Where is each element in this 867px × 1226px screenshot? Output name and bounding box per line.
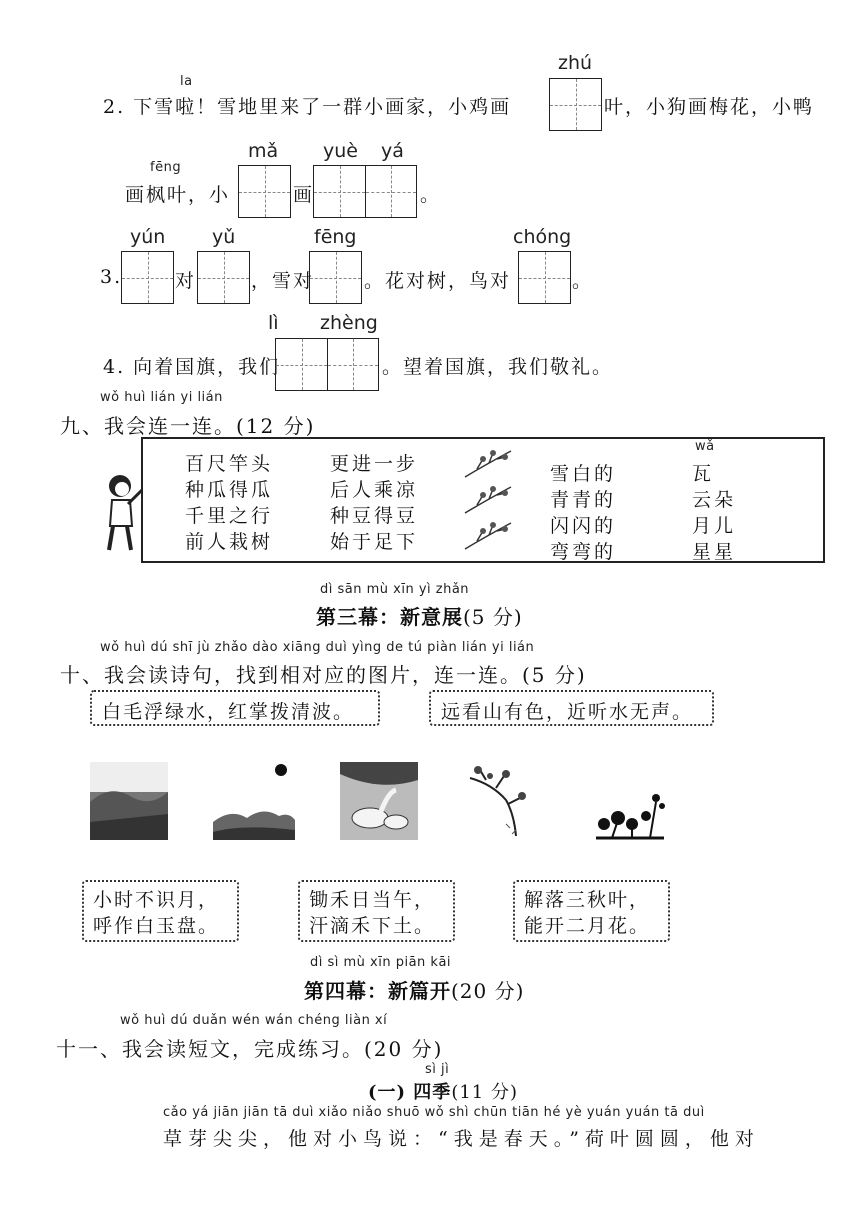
pinyin-zhu: zhú [558, 52, 593, 74]
q2-text-start: 2. 下雪啦！雪地里来了一群小画家，小鸡画 [103, 96, 512, 118]
idiom-right-column [330, 451, 418, 555]
writing-grid-chong[interactable] [518, 251, 571, 304]
q3-t1: 对 [175, 270, 197, 292]
s11-title: 十一、我会读短文，完成练习。(20 分) [56, 1037, 444, 1061]
pinyin-chong: chóng [513, 226, 572, 248]
idiom-right-4[interactable]: 始于足下 [330, 531, 419, 553]
poem-box-goose[interactable]: 白毛浮绿水，红掌拨清波。 [90, 690, 380, 726]
s11-subtitle: (一) 四季(11 分) [368, 1082, 518, 1103]
branch-icon [461, 447, 515, 555]
idiom-right-2[interactable]: 后人乘凉 [330, 479, 419, 501]
poem-box-wind[interactable]: 解落三秋叶， 能开二月花。 [513, 880, 670, 942]
writing-grid-zhu[interactable] [549, 78, 602, 131]
noun-1[interactable]: 瓦 [692, 463, 715, 485]
writing-grid-ma[interactable] [238, 165, 291, 218]
idiom-left-2[interactable]: 种瓜得瓜 [185, 479, 274, 501]
act4-title: 第四幕：新篇开(20 分) [304, 979, 525, 1003]
s9-pinyin: wǒ huì lián yi lián [100, 390, 223, 405]
q4-t1: 4. 向着国旗，我们 [103, 356, 281, 378]
writing-grid-feng[interactable] [309, 251, 362, 304]
pinyin-yu: yǔ [212, 226, 236, 248]
flowers-photo[interactable] [592, 790, 668, 840]
goose-photo[interactable] [340, 762, 418, 840]
writing-grid-yueya[interactable] [313, 165, 417, 218]
s11-pinyin: wǒ huì dú duǎn wén wán chéng liàn xí [120, 1013, 388, 1028]
idiom-left-column [185, 451, 273, 555]
adjective-2[interactable]: 青青的 [550, 489, 617, 511]
q2-text-mid: 叶，小狗画梅花，小鸭 [604, 96, 815, 118]
noun-3[interactable]: 月儿 [692, 515, 737, 537]
idiom-right-1[interactable]: 更进一步 [330, 453, 419, 475]
adjective-1[interactable]: 雪白的 [550, 463, 617, 485]
poem-box-painting[interactable]: 远看山有色，近听水无声。 [429, 690, 714, 726]
pinyin-feng3: fēng [314, 226, 357, 248]
adjective-4[interactable]: 弯弯的 [550, 541, 617, 563]
idiom-left-1[interactable]: 百尺竿头 [185, 453, 274, 475]
passage-pinyin: cǎo yá jiān jiān tā duì xiǎo niǎo shuō wǒ shì chūn tiān hé yè yuán yuán tā duì [163, 1105, 705, 1120]
pinyin-yue: yuè [323, 140, 358, 162]
pinyin-zheng: zhèng [320, 312, 378, 334]
idiom-right-3[interactable]: 种豆得豆 [330, 505, 419, 527]
adjective-column [550, 461, 616, 565]
s10-pinyin: wǒ huì dú shī jù zhǎo dào xiāng duì yìng de tú piàn lián yi lián [100, 640, 535, 655]
q4-t2: 。望着国旗，我们敬礼。 [382, 356, 614, 378]
q2-line2-end: 。 [420, 184, 442, 206]
landscape-photo[interactable] [90, 762, 168, 840]
q2-line2-b: 画 [293, 184, 315, 206]
pinyin-ma: mǎ [248, 140, 279, 162]
q3-num: 3. [100, 266, 123, 288]
act4-pinyin: dì sì mù xīn piān kāi [310, 955, 452, 970]
act3-pinyin: dì sān mù xīn yì zhǎn [320, 582, 470, 597]
q2-line2-a: 画枫叶，小 [125, 184, 231, 206]
act3-title: 第三幕：新意展(5 分) [316, 605, 523, 629]
mountain-sun-photo[interactable] [213, 762, 295, 840]
q3-t4: 。 [572, 270, 594, 292]
s10-title: 十、我会读诗句，找到相对应的图片，连一连。(5 分) [60, 663, 587, 687]
branch-photo[interactable] [466, 764, 530, 840]
noun-4[interactable]: 星星 [692, 541, 737, 563]
idiom-left-3[interactable]: 千里之行 [185, 505, 274, 527]
pinyin-wa: wǎ [695, 439, 715, 454]
noun-column [692, 461, 736, 565]
pinyin-la: la [180, 74, 193, 89]
idiom-left-4[interactable]: 前人栽树 [185, 531, 274, 553]
writing-grid-yu[interactable] [197, 251, 250, 304]
pinyin-yun: yún [130, 226, 166, 248]
matching-box [141, 437, 825, 563]
pinyin-feng: fēng [150, 160, 182, 175]
child-pointing-icon [100, 470, 144, 556]
poem-box-farming[interactable]: 锄禾日当午， 汗滴禾下土。 [298, 880, 455, 942]
s11-sub-pinyin: sì jì [425, 1062, 450, 1077]
adjective-3[interactable]: 闪闪的 [550, 515, 617, 537]
q3-t2: ，雪对 [251, 270, 315, 292]
poem-box-moon[interactable]: 小时不识月， 呼作白玉盘。 [82, 880, 239, 942]
s9-title: 九、我会连一连。(12 分) [60, 414, 316, 438]
passage-text: 草芽尖尖，他对小鸟说：“我是春天。”荷叶圆圆，他对 [163, 1128, 760, 1150]
writing-grid-yun[interactable] [121, 251, 174, 304]
noun-2[interactable]: 云朵 [692, 489, 737, 511]
writing-grid-lizheng[interactable] [275, 338, 379, 391]
pinyin-li: lì [268, 312, 279, 334]
pinyin-ya: yá [381, 140, 404, 162]
q3-t3: 。花对树，鸟对 [364, 270, 512, 292]
